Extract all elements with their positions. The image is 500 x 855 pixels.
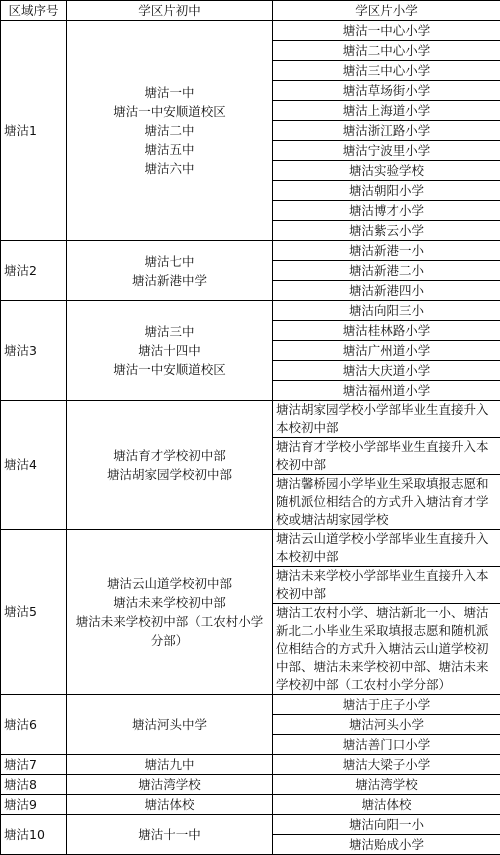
- middle-school-name: 塘沽一中: [70, 83, 269, 102]
- primary-school-cell: 塘沽桂林路小学: [273, 321, 500, 341]
- district-cell: 塘沽7: [1, 755, 67, 775]
- primary-school-cell: 塘沽二中心小学: [273, 41, 500, 61]
- district-cell: 塘沽10: [1, 815, 67, 855]
- middle-school-cell: [67, 775, 273, 795]
- primary-school-cell: 塘沽大庆道小学: [273, 361, 500, 381]
- primary-school-cell: 塘沽新港二小: [273, 261, 500, 281]
- middle-school-cell: [67, 695, 273, 755]
- header-row: [1, 1, 500, 21]
- middle-school-name: 塘沽体校: [70, 795, 269, 814]
- middle-school-name: 塘沽一中安顺道校区: [70, 102, 269, 121]
- primary-school-cell: 塘沽大梁子小学: [273, 755, 500, 775]
- district-cell: 塘沽6: [1, 695, 67, 755]
- district-cell: 塘沽4: [1, 401, 67, 530]
- primary-school-cell: 塘沽善门口小学: [273, 735, 500, 755]
- primary-school-cell: 塘沽未来学校小学部毕业生直接升入本校初中部: [273, 567, 500, 604]
- primary-school-cell: 塘沽于庄子小学: [273, 695, 500, 715]
- primary-school-cell: 塘沽体校: [273, 795, 500, 815]
- table-row: [1, 401, 500, 438]
- middle-school-name: 塘沽胡家园学校初中部: [70, 465, 269, 484]
- header-district: 区域序号: [1, 1, 67, 21]
- district-cell: 塘沽2: [1, 241, 67, 301]
- middle-school-cell: [67, 795, 273, 815]
- primary-school-cell: 塘沽一中心小学: [273, 21, 500, 41]
- district-cell: 塘沽3: [1, 301, 67, 401]
- table-row: [1, 530, 500, 567]
- middle-school-name: 塘沽九中: [70, 755, 269, 774]
- district-cell: 塘沽1: [1, 21, 67, 241]
- table-body: [1, 21, 500, 855]
- middle-school-name: 塘沽十四中: [70, 341, 269, 360]
- table-row: [1, 301, 500, 321]
- table-row: [1, 241, 500, 261]
- primary-school-cell: 塘沽草场街小学: [273, 81, 500, 101]
- primary-school-cell: 塘沽紫云小学: [273, 221, 500, 241]
- primary-school-cell: 塘沽新港一小: [273, 241, 500, 261]
- primary-school-cell: 塘沽育才学校小学部毕业生直接升入本校初中部: [273, 438, 500, 475]
- middle-school-cell: [67, 301, 273, 401]
- middle-school-cell: [67, 815, 273, 855]
- middle-school-name: 塘沽未来学校初中部（工农村小学分部）: [70, 612, 269, 650]
- middle-school-name: 塘沽三中: [70, 322, 269, 341]
- district-cell: 塘沽8: [1, 775, 67, 795]
- primary-school-cell: 塘沽新港四小: [273, 281, 500, 301]
- middle-school-name: 塘沽二中: [70, 121, 269, 140]
- primary-school-cell: 塘沽工农村小学、塘沽新北一小、塘沽新北二小毕业生采取填报志愿和随机派位相结合的方式升入塘沽云山道学校初中部、塘沽未来学校初中部、塘沽未来学校初中部（工农村小学分部）: [273, 604, 500, 695]
- primary-school-cell: 塘沽浙江路小学: [273, 121, 500, 141]
- middle-school-name: 塘沽湾学校: [70, 775, 269, 794]
- district-cell: 塘沽5: [1, 530, 67, 695]
- middle-school-name: 塘沽育才学校初中部: [70, 446, 269, 465]
- table-row: [1, 695, 500, 715]
- table-row: [1, 795, 500, 815]
- header-primary-school: 学区片小学: [273, 1, 500, 21]
- middle-school-name: 塘沽云山道学校初中部: [70, 574, 269, 593]
- primary-school-cell: 塘沽胡家园学校小学部毕业生直接升入本校初中部: [273, 401, 500, 438]
- middle-school-cell: [67, 401, 273, 530]
- primary-school-cell: 塘沽三中心小学: [273, 61, 500, 81]
- primary-school-cell: 塘沽广州道小学: [273, 341, 500, 361]
- middle-school-name: 塘沽河头中学: [70, 715, 269, 734]
- middle-school-name: 塘沽七中: [70, 252, 269, 271]
- primary-school-cell: 塘沽馨桥园小学毕业生采取填报志愿和随机派位相结合的方式升入塘沽育才学校或塘沽胡家园学校: [273, 475, 500, 530]
- middle-school-cell: [67, 530, 273, 695]
- table-row: [1, 755, 500, 775]
- middle-school-name: 塘沽未来学校初中部: [70, 593, 269, 612]
- primary-school-cell: 塘沽贻成小学: [273, 835, 500, 855]
- middle-school-cell: [67, 241, 273, 301]
- middle-school-name: 塘沽十一中: [70, 825, 269, 844]
- primary-school-cell: 塘沽向阳一小: [273, 815, 500, 835]
- middle-school-cell: [67, 21, 273, 241]
- primary-school-cell: 塘沽云山道学校小学部毕业生直接升入本校初中部: [273, 530, 500, 567]
- primary-school-cell: 塘沽宁波里小学: [273, 141, 500, 161]
- middle-school-name: 塘沽一中安顺道校区: [70, 360, 269, 379]
- primary-school-cell: 塘沽博才小学: [273, 201, 500, 221]
- middle-school-name: 塘沽新港中学: [70, 271, 269, 290]
- header-middle-school: 学区片初中: [67, 1, 273, 21]
- primary-school-cell: 塘沽朝阳小学: [273, 181, 500, 201]
- middle-school-name: 塘沽六中: [70, 159, 269, 178]
- table-row: [1, 21, 500, 41]
- primary-school-cell: 塘沽向阳三小: [273, 301, 500, 321]
- middle-school-cell: [67, 755, 273, 775]
- primary-school-cell: 塘沽河头小学: [273, 715, 500, 735]
- primary-school-cell: 塘沽实验学校: [273, 161, 500, 181]
- primary-school-cell: 塘沽湾学校: [273, 775, 500, 795]
- primary-school-cell: 塘沽上海道小学: [273, 101, 500, 121]
- table-row: [1, 775, 500, 795]
- district-cell: 塘沽9: [1, 795, 67, 815]
- middle-school-name: 塘沽五中: [70, 140, 269, 159]
- table-row: [1, 815, 500, 835]
- primary-school-cell: 塘沽福州道小学: [273, 381, 500, 401]
